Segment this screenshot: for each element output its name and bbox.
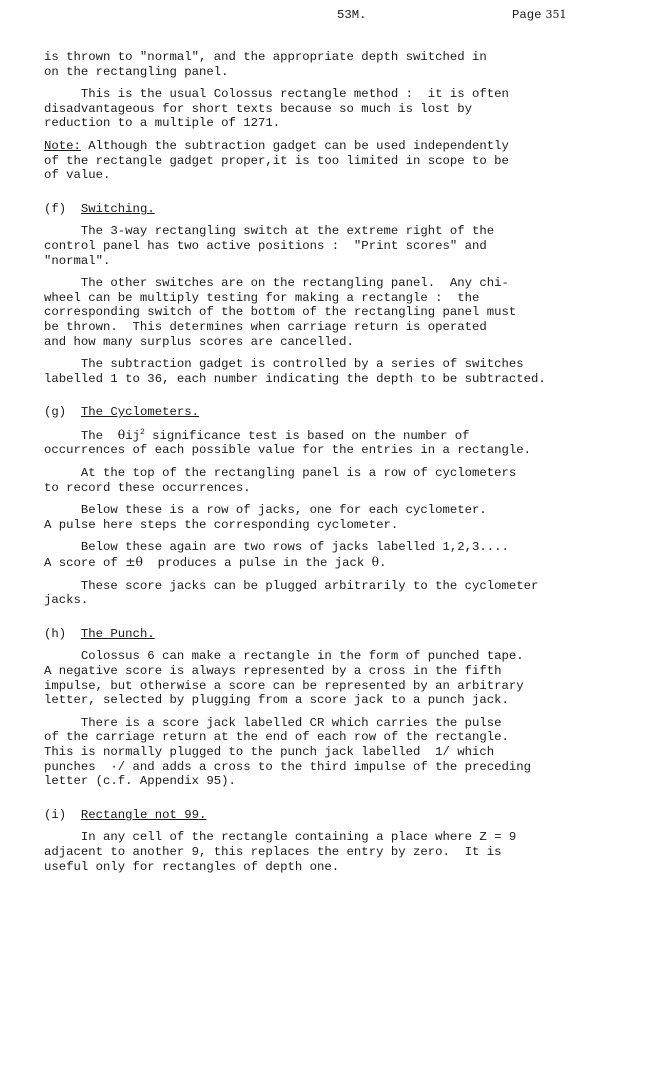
- paragraph: Colossus 6 can make a rectangle in the form of punched tape. A negative score is always represented by a cross in the fifth impulse, but otherwise a score can be represented by an arbitrary letter, selected by plugging from a score jack to a punch jack.: [44, 649, 524, 708]
- page-number: 351: [545, 8, 567, 21]
- section-title: The Punch.: [80, 626, 155, 641]
- section-heading-h: [44, 627, 644, 642]
- paragraph: There is a score jack labelled CR which carries the pulse of the carriage return at the end of each row of the rectangle. This is normally plugged to the punch jack labelled 1/ which punches ·/ and adds a cross to the third impulse of the preceding letter (c.f. Appendix 95).: [44, 715, 532, 789]
- superscript: 2: [139, 427, 145, 437]
- page-label: [512, 8, 567, 23]
- section-marker: (f): [44, 201, 81, 216]
- section-title: The Cyclometers.: [80, 405, 199, 420]
- paragraph: At the top of the rectangling panel is a row of cyclometers to record these occurrences.: [44, 466, 517, 495]
- theta-symbol: θ: [371, 555, 380, 570]
- plus-minus-theta-symbol: ±θ: [125, 555, 143, 570]
- page-header: [0, 8, 650, 28]
- section-marker: (g): [44, 405, 81, 420]
- section-heading-f: [44, 202, 644, 217]
- theta-symbol: θ: [117, 427, 126, 442]
- subscript: ij: [125, 428, 140, 443]
- page-label-text: Page: [512, 8, 542, 22]
- text-run: significance test is based on the number of occurrences of each possible value for the entries in a rectangle.: [44, 428, 532, 458]
- text-run: .: [379, 556, 387, 571]
- paragraph: The 3-way rectangling switch at the extreme right of the control panel has two active positions : "Print scores" and "normal".: [44, 224, 495, 268]
- paragraph: These score jacks can be plugged arbitrarily to the cyclometer jacks.: [44, 578, 539, 608]
- section-heading-g: [44, 405, 644, 420]
- document-id: 53M.: [337, 8, 367, 22]
- text-run: The: [44, 428, 118, 443]
- note-text: Although the subtraction gadget can be used independently of the rectangle gadget proper,it is too limited in scope to be of value.: [44, 138, 509, 183]
- paragraph: In any cell of the rectangle containing a place where Z = 9 adjacent to another 9, this replaces the entry by zero. It is useful only for rectangles of depth one.: [44, 830, 517, 874]
- paragraph: [44, 428, 644, 458]
- document-body: [44, 50, 644, 882]
- section-title: Switching.: [80, 201, 155, 216]
- paragraph: is thrown to "normal", and the appropriate depth switched in on the rectangling panel.: [44, 50, 487, 79]
- section-heading-i: [44, 808, 644, 823]
- section-marker: (i): [44, 807, 81, 822]
- paragraph: The other switches are on the rectangling panel. Any chi- wheel can be multiply testing for making a rectangle : the corresponding switch of the bottom of the rectangling panel must be thrown. This determines when carriage return is operated and how many surplus scores are cancelled.: [44, 276, 517, 349]
- text-run: Below these again are two rows of jacks labelled 1,2,3.... A score of: [44, 540, 509, 571]
- paragraph: This is the usual Colossus rectangle method : it is often disadvantageous for short texts because so much is lost by reduction to a multiple of 1271.: [44, 87, 509, 131]
- paragraph: The subtraction gadget is controlled by a series of switches labelled 1 to 36, each number indicating the depth to be subtracted.: [44, 357, 546, 386]
- section-title: Rectangle not 99.: [80, 807, 207, 822]
- text-run: produces a pulse in the jack: [142, 556, 372, 571]
- paragraph: [44, 540, 644, 570]
- section-marker: (h): [44, 626, 81, 641]
- note-label: Note:: [44, 138, 81, 153]
- paragraph: Below these is a row of jacks, one for each cyclometer. A pulse here steps the corresponding cyclometer.: [44, 503, 487, 532]
- note-paragraph: [44, 139, 644, 183]
